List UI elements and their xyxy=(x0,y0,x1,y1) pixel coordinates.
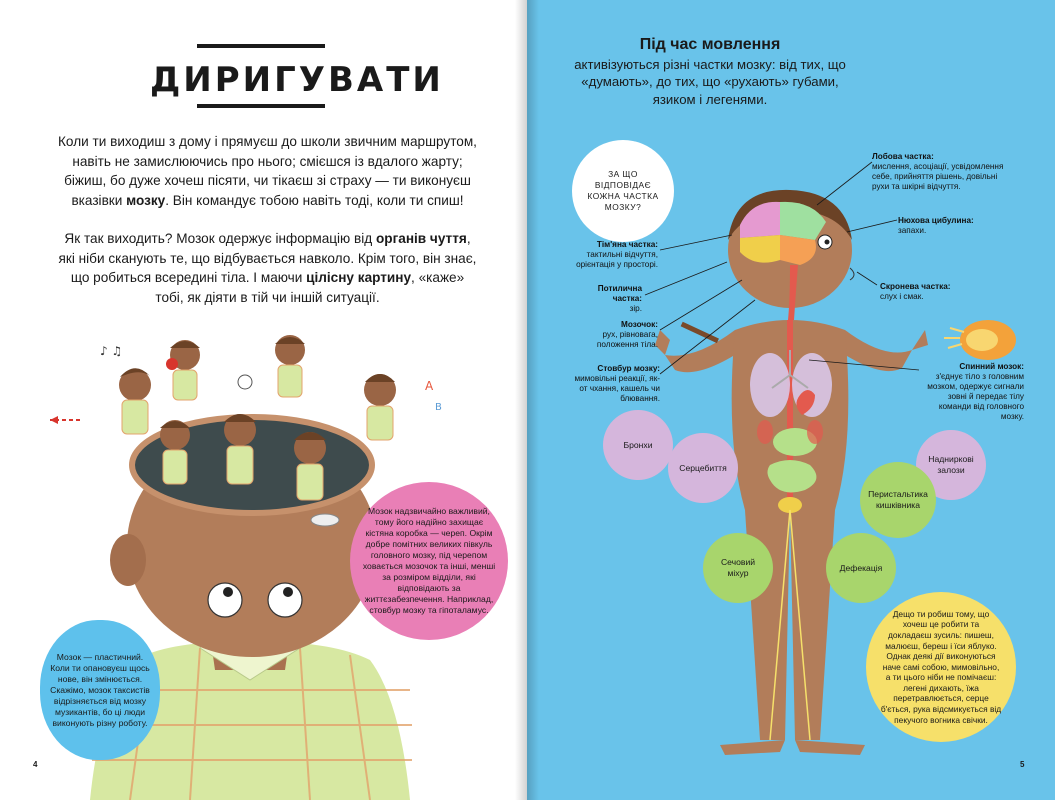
bubble-adrenal-glands: Надниркові залози xyxy=(916,430,986,500)
label-occipital-lobe: Потилична частка: зір. xyxy=(597,284,642,313)
intro-text xyxy=(55,132,480,326)
right-subheading: активізуються різні частки мозку: від тих, що «думають», до тих, що «рухають» губами, язиком і легенями. xyxy=(574,56,846,107)
label-olfactory-bulb: Нюхова цибулина: запахи. xyxy=(898,216,974,235)
right-heading: Під час мовлення xyxy=(639,36,781,53)
svg-text:A: A xyxy=(425,379,434,393)
label-cerebellum: Мозочок: рух, рівновага, положення тіла. xyxy=(596,320,658,349)
question-bubble: ЗА ЩО ВІДПОВІДАЄ КОЖНА ЧАСТКА МОЗКУ? xyxy=(572,140,674,242)
title-rule-top xyxy=(197,44,325,48)
intro-paragraph-2: Як так виходить? Мозок одержує інформацію від органів чуття, які ніби сканують те, що відбувається навколо. Крім того, він знає, що робиться всередині тіла. І маючи цілісну картину, «каже» тобі, як діяти в тій чи іншій ситуації. xyxy=(58,231,477,305)
yellow-info-bubble: Дещо ти робиш тому, що хочеш це робити та докладаєш зусиль: пишеш, малюєш, береш і їси яблуко. Однак деякі дії виконуються наче самі собою, мимовільно, а ти цього ніби не помічаєш: легені дихають, їжа перетравлюється, серце б'ється, рука відсмикується від пекучого вогника свічки. xyxy=(866,592,1016,742)
page-number-left: 4 xyxy=(33,760,38,769)
bubble-heartbeat: Серцебиття xyxy=(668,433,738,503)
title-rule-bottom xyxy=(197,104,325,108)
intro-paragraph-1: Коли ти виходиш з дому і прямуєш до школи звичним маршрутом, навіть не замислюючись про нього; смієшся із вдалого жарту; біжиш, бо дуже хочеш пісяти, чи тікаєш зі страху — ти виконуєш вказівки мозку. Він командує тобою навіть тоді, коли ти спиш! xyxy=(58,134,477,208)
label-frontal-lobe: Лобова частка: мислення, асоціації, усвідомлення себе, прийняття рішень, довільні рухи та шкірні відчуття. xyxy=(872,152,1004,191)
label-parietal-lobe: Тім'яна частка: тактильні відчуття, орієнтація у просторі. xyxy=(576,240,658,269)
plasticity-info-bubble: Мозок — пластичний. Коли ти опановуєш щось нове, він змінюється. Скажімо, мозок таксистів відрізняється від мозку музикантів, бо ці люди виконують різну роботу. xyxy=(40,620,160,760)
bubble-defecation: Дефекація xyxy=(826,533,896,603)
page-number-right: 5 xyxy=(1020,760,1025,769)
label-temporal-lobe: Скронева частка: слух і смак. xyxy=(880,282,951,301)
svg-text:B: B xyxy=(435,402,442,413)
bubble-bladder: Сечовий міхур xyxy=(703,533,773,603)
bubble-bronchi: Бронхи xyxy=(603,410,673,480)
page-title: ДИРИГУВАТИ xyxy=(150,60,444,100)
label-spinal-cord: Спинний мозок: з'єднує тіло з головним мозком, одержує сигнали зовні й передає тілу команди від головного мозку. xyxy=(927,362,1024,421)
bubble-peristalsis: Перистальтика кишківника xyxy=(860,462,936,538)
label-brainstem: Стовбур мозку: мимовільні реакції, як-от чхання, кашель чи блювання. xyxy=(574,364,660,403)
svg-text:♪ ♫: ♪ ♫ xyxy=(100,344,123,358)
left-page xyxy=(0,0,527,800)
skull-info-bubble: Мозок надзвичайно важливий, тому його надійно захищає кістяна коробка — череп. Окрім добре помітних великих півкуль головного мозку, під черепом ховається мозочок та інші, менші за розміром відділи, які відповідають за життєзабезпечення. Наприклад, стовбур мозку та гіпоталамус. xyxy=(350,482,508,640)
